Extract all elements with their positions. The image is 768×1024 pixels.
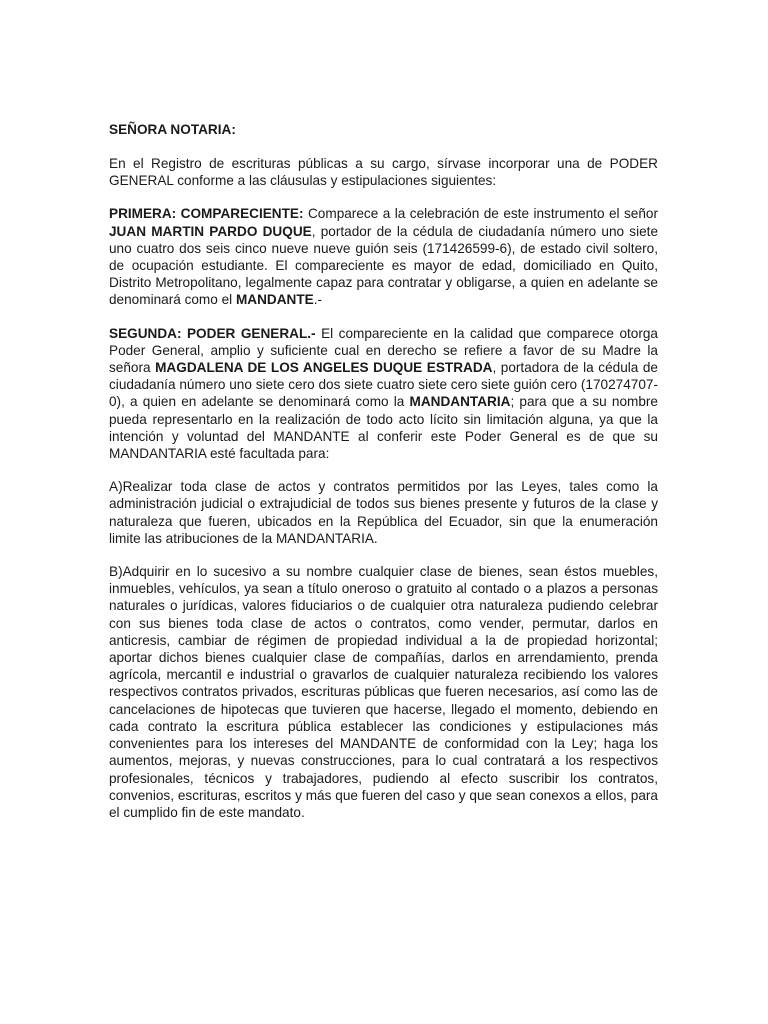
intro-paragraph: En el Registro de escrituras públicas a su cargo, sírvase incorporar una de PODER GENERAL conforme a las cláusulas y estipulaciones siguientes:: [109, 156, 658, 189]
document-heading: SEÑORA NOTARIA:: [109, 122, 236, 137]
clause-segunda-label: SEGUNDA: PODER GENERAL.-: [109, 325, 316, 341]
clause-a: A)Realizar toda clase de actos y contratos permitidos por las Leyes, tales como la administración judicial o extrajudicial de todos sus bienes presente y futuros de la clase y naturaleza que fueren, ubicados en la República del Ecuador, sin que la enumeración limite las atribuciones de la MANDANTARIA.: [109, 479, 658, 546]
mandante-name: JUAN MARTIN PARDO DUQUE: [109, 223, 312, 239]
mandantaria-role: MANDANTARIA: [409, 394, 511, 410]
clause-segunda-text-3: ; para que a su nombre pueda representarlo en la realización de todo acto lícito sin limitación alguna, ya que la intención y voluntad del MANDANTE al conferir este Poder General es de que su MANDANTARIA esté facultada para:: [109, 394, 658, 462]
clause-primera: [109, 205, 658, 308]
clause-b: B)Adquirir en lo sucesivo a su nombre cualquier clase de bienes, sean éstos muebles, inmuebles, vehículos, ya sean a título oneroso o gratuito al contado o a plazos a personas naturales o jurídicas, valores fiduciarios o de cualquier otra naturaleza pudiendo celebrar con sus bienes toda clase de actos o contratos, como vender, permutar, darlos en anticresis, cambiar de régimen de propiedad individual a la de propiedad horizontal; aportar dichos bienes cualquier clase de compañías, darlos en arrendamiento, prenda agrícola, mercantil e industrial o gravarlos de cualquier naturaleza recibiendo los valores respectivos contratos privados, escrituras públicas que fueren necesarios, así como las de cancelaciones de hipotecas que tuvieren que hacerse, llegado el momento, debiendo en cada contrato la escritura pública establecer las condiciones y estipulaciones más convenientes para los intereses del MANDANTE de conformidad con la Ley; haga los aumentos, mejoras, y nuevas construcciones, para lo cual contratará a los respectivos profesionales, técnicos y trabajadores, pudiendo al efecto suscribir los contratos, convenios, escrituras, escritos y más que fueren del caso y que sean conexos a ellos, para el cumplido fin de este mandato.: [109, 564, 658, 820]
clause-segunda-text-2: , portadora de la cédula de ciudadanía número uno siete cero dos siete cuatro siete cero siete guión cero (170274707-0), a quien en adelante se denominará como la: [109, 360, 658, 410]
clause-segunda-text-1: El compareciente en la calidad que comparece otorga Poder General, amplio y suficiente cual en derecho se refiere a favor de su Madre la señora: [109, 325, 658, 376]
clause-primera-text-1: Comparece a la celebración de este instrumento el señor: [303, 206, 659, 222]
clause-segunda: [109, 325, 658, 463]
mandantaria-name: MAGDALENA DE LOS ANGELES DUQUE ESTRADA: [155, 360, 493, 376]
clause-primera-text-3: .-: [313, 292, 323, 308]
clause-primera-text-2: , portador de la cédula de ciudadanía número uno siete uno cuatro dos seis cinco nueve nueve guión seis (171426599-6), de estado civil soltero, de ocupación estudiante. El compareciente es mayor de edad, domiciliado en Quito, Distrito Metropolitano, legalmente capaz para contratar y obligarse, a quien en adelante se denominará como el: [109, 223, 659, 308]
clause-primera-label: PRIMERA: COMPARECIENTE:: [109, 206, 304, 222]
mandante-role: MANDANTE: [235, 292, 314, 308]
